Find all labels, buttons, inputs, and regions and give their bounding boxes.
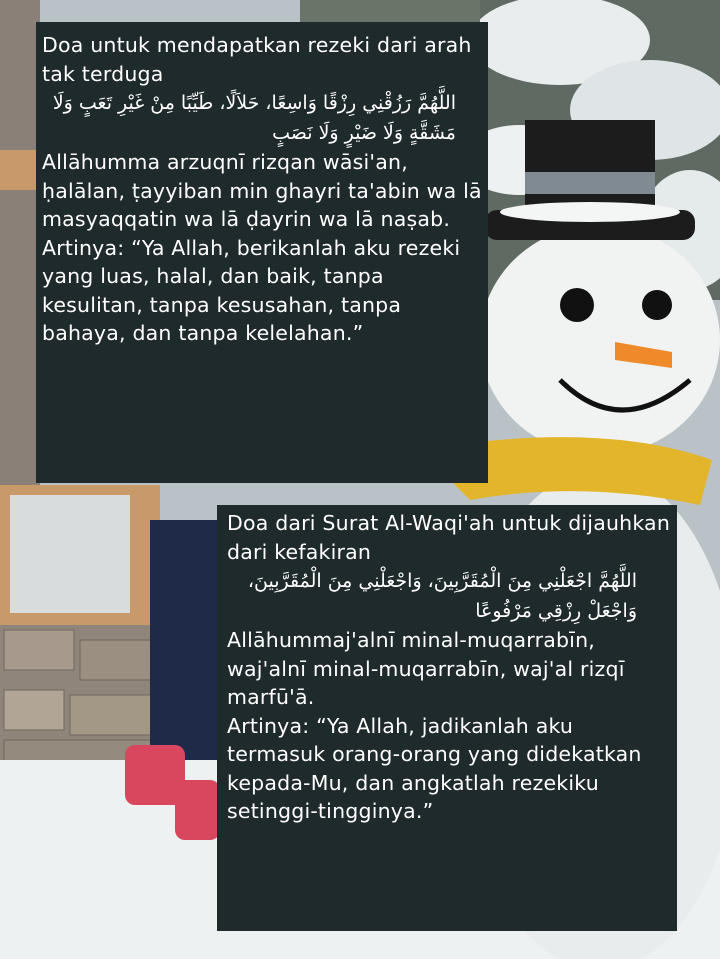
card-2-arabic-text: اللَّهُمَّ اجْعَلْنِي مِنَ الْمُقَرَّبِينَ، وَاجْعَلْنِي مِنَ الْمُقَرَّبِينَ، وَاجْعَلْ رِزْقِي مَرْفُوعًا [247, 570, 637, 622]
card-1-title: Doa untuk mendapatkan rezeki dari arah tak terduga [42, 33, 472, 86]
card-2-transliteration: Allāhummaj'alnī minal-muqarrabīn, waj'alnī minal-muqarrabīn, waj'al rizqī marfū'ā. [227, 628, 625, 709]
card-1-transliteration: Allāhumma arzuqnī rizqan wāsi'an, ḥalālan, ṭayyiban min ghayri ta'abin wa lā masyaqqatin wa lā ḍayrin wa lā naṣab. [42, 150, 482, 231]
card-1-meaning: Artinya: “Ya Allah, berikanlah aku rezeki yang luas, halal, dan baik, tanpa kesulitan, tanpa kesusahan, tanpa bahaya, dan tanpa kelelahan.” [42, 235, 461, 345]
prayer-card-waqiah [217, 505, 677, 931]
card-2-meaning: Artinya: “Ya Allah, jadikanlah aku termasuk orang-orang yang didekatkan kepada-Mu, dan angkatlah rezekiku setinggi-tingginya.” [227, 713, 642, 823]
card-1-arabic-text: اللَّهُمَّ رَزُقْنِي رِزْقًا وَاسِعًا، حَلاَلًا، طَيِّبًا مِنْ غَيْرِ تَعَبٍ وَلَا مَشَقَّةٍ وَلَا ضَيْرٍ وَلَا نَصَبٍ [52, 92, 456, 144]
prayer-card-rezeki [36, 22, 488, 483]
card-2-title: Doa dari Surat Al-Waqi'ah untuk dijauhkan dari kefakiran [227, 511, 671, 564]
